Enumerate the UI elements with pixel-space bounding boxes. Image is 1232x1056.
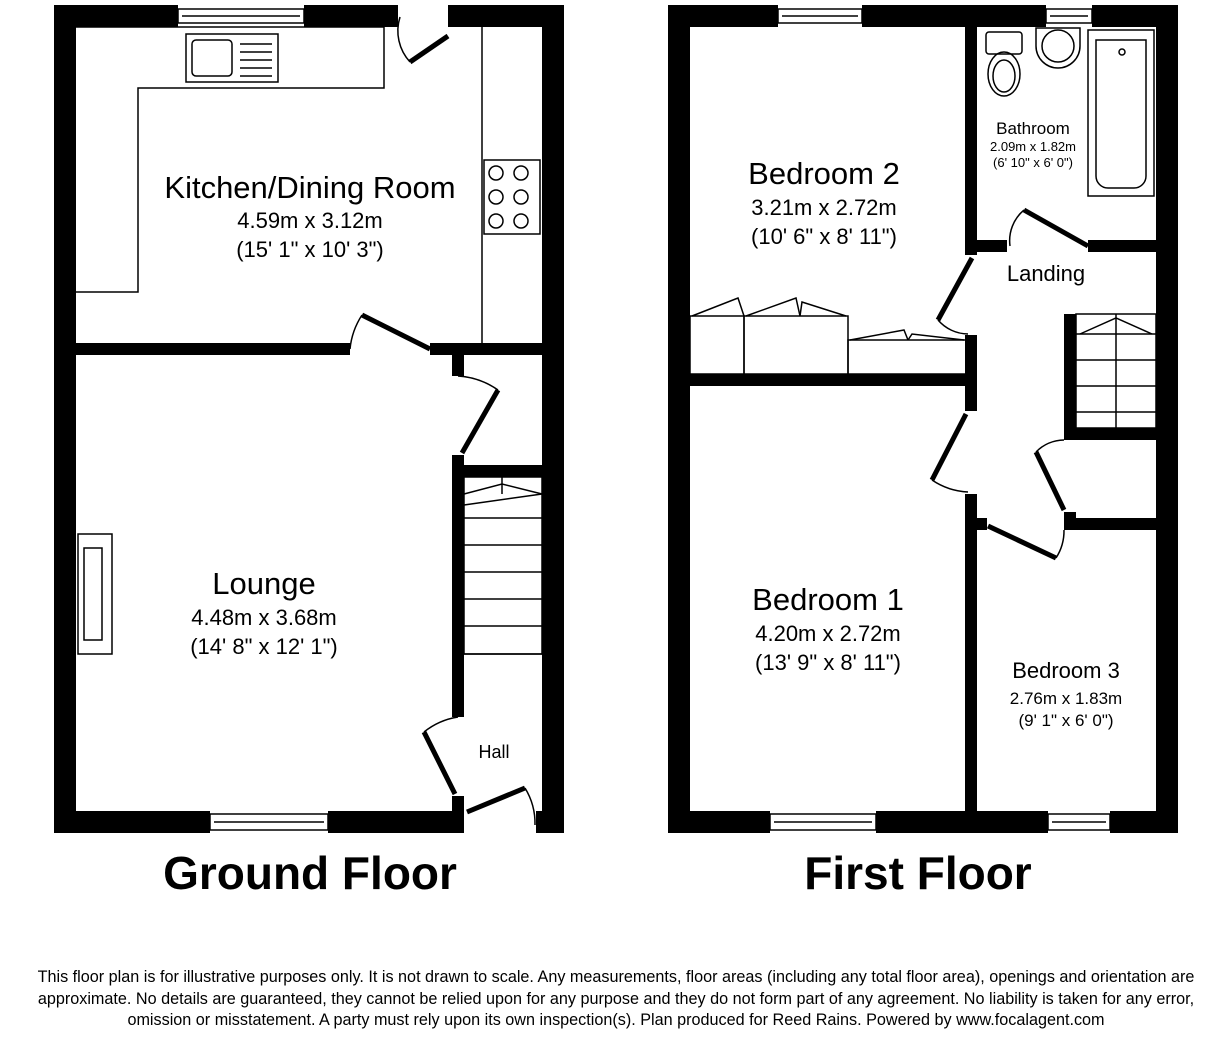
ground-floor-doors [350,17,535,825]
bedroom1-name: Bedroom 1 [752,582,904,617]
lounge-hall-door [458,376,498,453]
bathroom-name: Bathroom [996,119,1070,138]
bedroom3-name: Bedroom 3 [1012,658,1120,683]
washbasin-icon [1036,28,1080,68]
ground-floor-title: Ground Floor [163,847,457,899]
bedroom1-window [770,814,876,830]
bedroom3-window [1048,814,1110,830]
hall-name: Hall [478,742,510,762]
bathroom-fittings [986,28,1154,196]
toilet-icon [986,32,1022,96]
bathroom-door [1010,210,1088,246]
bedroom1-door [932,414,968,492]
ground-floor-plan [54,5,564,899]
lounge-imperial: (14' 8" x 12' 1") [190,634,338,659]
bathroom-window [1046,9,1092,23]
bedroom3-door [988,526,1064,558]
landing-name: Landing [1006,261,1086,286]
bedroom2-name: Bedroom 2 [748,156,900,191]
bedroom2-door [938,258,972,334]
bedroom2-window [778,9,862,23]
kitchen-lounge-door [350,315,430,349]
bedroom2-metric: 3.21m x 2.72m [751,195,897,220]
ground-floor-windows [178,9,328,830]
front-door [467,788,535,825]
kitchen-back-door [398,17,448,62]
sink-icon [186,34,278,82]
bedroom3-imperial: (9' 1" x 6' 0") [1018,711,1114,730]
kitchen-fittings [76,27,540,654]
bedroom2-wardrobes [690,298,968,374]
first-floor-plan [668,5,1178,899]
hob-icon [484,160,540,234]
first-floor-title: First Floor [804,847,1032,899]
ground-floor-staircase [464,477,542,654]
bedroom3-metric: 2.76m x 1.83m [1009,689,1123,708]
kitchen-window [178,9,304,23]
lounge-name: Lounge [212,566,316,601]
fireplace-icon [78,534,112,654]
bedroom2-imperial: (10' 6" x 8' 11") [751,224,897,249]
disclaimer-text: This floor plan is for illustrative purposes only. It is not drawn to scale. Any measurements, floor areas (including any total floor area), openings and orientation are approximate. No details are guaranteed, they cannot be relied upon for any purpose and they do not form part of any agreement. No liability is taken for any error, omission or misstatement. A party must rely upon its own inspection(s). Plan produced for Reed Rains. Powered by www.focalagent.com [37,968,1195,1029]
cupboard-door [1036,440,1064,510]
hall-lounge-door [424,717,458,794]
first-floor-outer-walls [668,5,1178,833]
kitchen-name: Kitchen/Dining Room [164,170,456,205]
bedroom1-metric: 4.20m x 2.72m [755,621,901,646]
bathroom-imperial: (6' 10" x 6' 0") [993,155,1073,170]
bedroom1-imperial: (13' 9" x 8' 11") [755,650,901,675]
lounge-window [210,814,328,830]
bath-icon [1088,30,1154,196]
lounge-metric: 4.48m x 3.68m [191,605,337,630]
ground-floor-outer-walls [54,5,564,833]
kitchen-imperial: (15' 1" x 10' 3") [236,237,384,262]
first-floor-staircase [1076,314,1156,428]
kitchen-metric: 4.59m x 3.12m [237,208,383,233]
bathroom-metric: 2.09m x 1.82m [990,139,1076,154]
